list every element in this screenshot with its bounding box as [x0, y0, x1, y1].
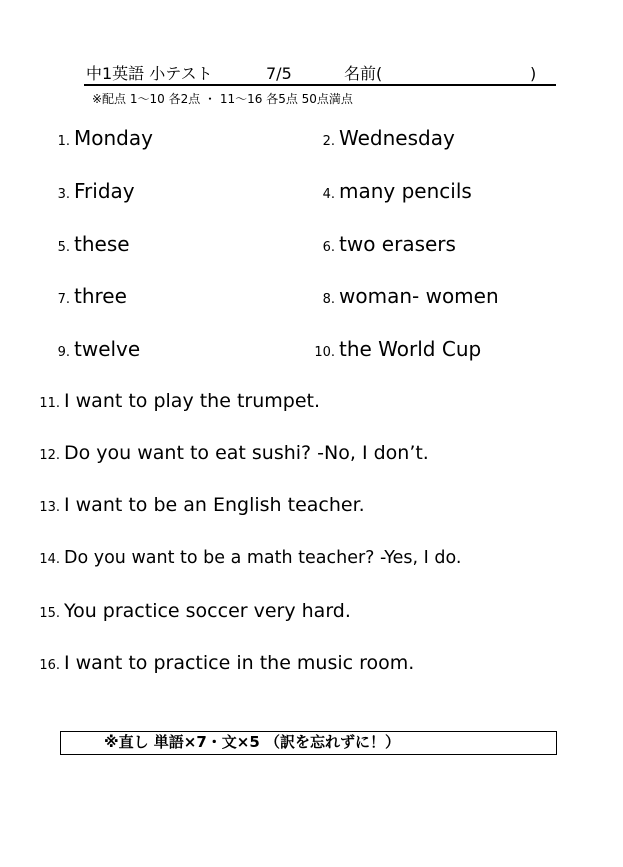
- question-7: [44, 284, 127, 308]
- question-13: [34, 494, 365, 516]
- correction-note: ※直し 単語×7・文×5 （訳を忘れずに！）: [104, 733, 401, 751]
- header-underline: [84, 84, 556, 86]
- question-number: 16.: [39, 658, 60, 673]
- question-text: three: [74, 284, 127, 308]
- question-text: Friday: [74, 179, 135, 203]
- name-field-close: ): [530, 64, 537, 83]
- test-date: 7/5: [266, 64, 292, 83]
- test-title: 中1英語 小テスト: [86, 64, 213, 83]
- question-14: [34, 548, 461, 568]
- question-9: [44, 337, 140, 361]
- question-10: [309, 337, 481, 361]
- question-text: You practice soccer very hard.: [64, 600, 351, 622]
- question-6: [309, 232, 456, 256]
- question-text: twelve: [74, 337, 141, 361]
- question-text: two erasers: [339, 232, 456, 256]
- question-text: I want to practice in the music room.: [64, 652, 415, 674]
- question-number: 11.: [39, 396, 60, 411]
- question-number: 7.: [57, 292, 70, 307]
- question-number: 6.: [322, 240, 335, 255]
- question-text: Do you want to be a math teacher? -Yes, I do.: [64, 548, 462, 568]
- question-text: I want to be an English teacher.: [64, 494, 365, 516]
- question-text: Monday: [74, 126, 153, 150]
- question-8: [309, 284, 499, 308]
- question-5: [44, 232, 130, 256]
- question-number: 10.: [314, 345, 335, 360]
- question-2: [309, 126, 455, 150]
- question-15: [34, 600, 351, 622]
- question-text: woman- women: [339, 284, 499, 308]
- question-text: the World Cup: [339, 337, 482, 361]
- question-12: [34, 442, 429, 464]
- question-text: I want to play the trumpet.: [64, 390, 321, 412]
- question-text: Do you want to eat sushi? -No, I don’t.: [64, 442, 429, 464]
- question-4: [309, 179, 472, 203]
- question-1: [44, 126, 153, 150]
- question-3: [44, 179, 135, 203]
- question-11: [34, 390, 320, 412]
- test-header: [86, 64, 556, 86]
- question-number: 15.: [39, 606, 60, 621]
- question-number: 12.: [39, 448, 60, 463]
- question-number: 8.: [322, 292, 335, 307]
- scoring-note: ※配点 1～10 各2点 ・ 11～16 各5点 50点満点: [92, 92, 353, 106]
- question-number: 13.: [39, 500, 60, 515]
- name-label: 名前(: [344, 64, 383, 83]
- question-text: these: [74, 232, 130, 256]
- question-number: 14.: [39, 552, 60, 567]
- question-16: [34, 652, 414, 674]
- question-number: 9.: [57, 345, 70, 360]
- question-number: 1.: [57, 134, 70, 149]
- question-number: 3.: [57, 187, 70, 202]
- question-number: 4.: [322, 187, 335, 202]
- question-number: 5.: [57, 240, 70, 255]
- question-text: many pencils: [339, 179, 472, 203]
- question-number: 2.: [322, 134, 335, 149]
- question-text: Wednesday: [339, 126, 455, 150]
